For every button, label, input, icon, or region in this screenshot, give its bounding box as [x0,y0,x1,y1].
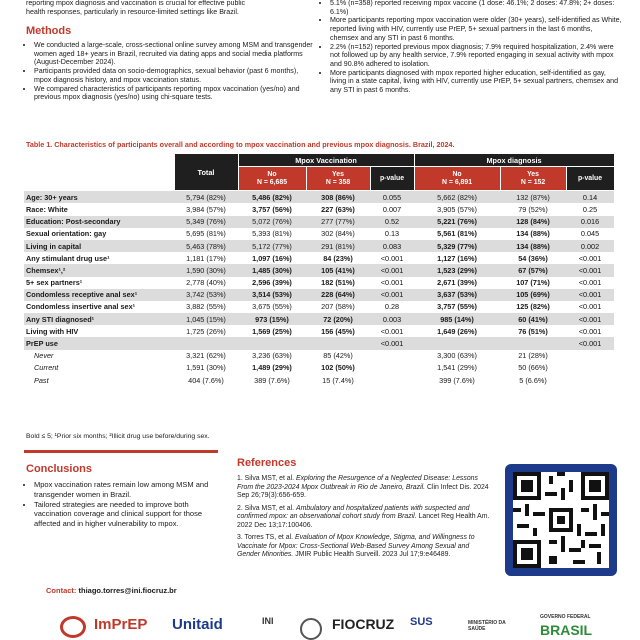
cell-vacc-pvalue: <0.001 [380,326,404,336]
row-label: 5+ sex partners¹ [26,278,83,288]
table-row [24,325,614,337]
characteristics-table [24,153,615,386]
cell-vacc-pvalue: 0.13 [384,229,400,239]
reference-item: 3. Torres TS, et al. Evaluation of Mpox Knowledge, Stigma, and Willingness to Vaccinate for Mpox: Cross-Sectional Web-Based Survey Among Sexual and Gender Minorities. JMIR Public Health Surveill. 2023 Jul 17;9:e46489. [237,534,475,558]
cell-vacc-no: 3,675 (55%) [252,302,292,312]
conclusions-title: Conclusions [26,463,93,475]
cell-total: 5,349 (76%) [186,217,226,227]
results-bullet: • More participants reporting mpox vaccination were older (30+ years), self-identified as White, reported living with HIV, currently use PrEP, 5+ sexual partners in the last 6 months, chemsex and any STI in past 6 months. [330,16,622,42]
table-row [24,228,614,240]
table-row-prep-sub [24,350,614,362]
cell-vacc-pvalue: 0.003 [382,314,402,324]
header-vacc-yes: Yes N = 358 [306,167,370,191]
header-diagnosis: Mpox diagnosis [414,154,614,167]
methods-bullet: • We conducted a large-scale, cross-sectional online survey among MSM and transgender women aged 18+ years in Brazil, recruited via dating apps and social media platforms (August-December 2024). [34,41,316,67]
cell-diag-no: 985 (14%) [440,314,474,324]
table-footnote: Bold ≤ 5; ¹Prior six months; ²Illicit drug use before/during sex. [26,433,210,440]
intro-line-1: reporting mpox diagnosis and vaccination is crucial for effective public [26,0,246,7]
header-vaccination: Mpox Vaccination [238,154,414,167]
cell-vacc-no: 1,097 (16%) [252,253,292,263]
table-row [24,264,614,276]
header-total: Total [174,154,238,191]
cell-vacc-yes: 277 (77%) [321,217,355,227]
cell-diag-no: 399 (7.6%) [439,375,475,385]
table-row [24,203,614,215]
cell-vacc-yes: 228 (64%) [321,290,355,300]
cell-diag-pvalue [566,350,614,362]
cell-total: 1,725 (26%) [186,326,226,336]
cell-diag-no: 3,300 (63%) [437,351,477,361]
cell-diag-pvalue: 0.14 [582,192,598,202]
intro-line-2: health responses, particularly in resource-limited settings like Brazil. [26,7,239,16]
cell-vacc-no: 389 (7.6%) [254,375,290,385]
table-row-prep [24,337,614,349]
cell-total: 1,045 (15%) [186,314,226,324]
cell-total: 3,742 (53%) [186,290,226,300]
cell-diag-pvalue [566,362,614,374]
results-bullet: • More participants diagnosed with mpox reported higher education, self-identified as gay, living in a state capital, living with HIV, currently use PrEP, 5+ sexual partners, chemsex and any STI in past 6 months. [330,69,622,95]
cell-vacc-pvalue: 0.52 [384,217,400,227]
reference-item: 2. Silva MST, et al. Ambulatory and hospitalized patients with suspected and confirmed mpox: an observational cohort study from Brazil. Lancet Reg Health Am. 2022 Dec 13;17:100406. [237,504,490,529]
cell-diag-pvalue: 0.016 [580,217,600,227]
cell-diag-pvalue: <0.001 [578,326,602,336]
cell-total: 3,321 (62%) [186,351,226,361]
cell-diag-pvalue: <0.001 [578,290,602,300]
cell-diag-no: 5,329 (77%) [437,241,477,251]
methods-bullet: • Participants provided data on socio-demographics, sexual behavior (past 6 months), mpox diagnosis history, and mpox vaccination status. [34,67,316,84]
cell-diag-yes: 54 (36%) [518,253,548,263]
cell-vacc-yes: 291 (81%) [321,241,355,251]
cell-diag-no: 1,649 (26%) [437,326,477,336]
cell-total: 1,591 (30%) [186,363,226,373]
cell-total: 3,984 (57%) [186,204,226,214]
cell-vacc-no: 1,489 (29%) [252,363,292,373]
cell-vacc-pvalue: <0.001 [380,253,404,263]
cell-total: 5,794 (82%) [186,192,226,202]
reference-item: 1. Silva MST, et al. Exploring the Resurgence of a Neglected Disease: Lessons From the 2023-2024 Mpox Outbreak in Rio de Janeiro, Brazil. Clin Infect Dis. 2024 Sep 26;79(3):656-659. [237,475,489,499]
cell-diag-pvalue: <0.001 [578,339,602,349]
cell-diag-no: 5,221 (76%) [437,217,477,227]
logos-strip [0,610,640,640]
references-title: References [237,457,297,469]
row-label: Never [34,351,54,361]
fiocruz-logo: FIOCRUZ [332,616,395,632]
row-label: Past [34,375,49,385]
cell-diag-pvalue: <0.001 [578,265,602,275]
cell-total [174,337,238,349]
cell-vacc-pvalue: <0.001 [380,339,404,349]
cell-vacc-yes: 182 (51%) [321,278,355,288]
cell-vacc-no: 1,569 (25%) [252,326,292,336]
references-list [237,475,492,564]
cell-diag-no: 2,671 (39%) [437,278,477,288]
results-list [322,0,622,95]
fiocruz-emblem-icon [300,618,322,640]
cell-vacc-yes: 207 (58%) [321,302,355,312]
cell-diag-yes: 79 (52%) [518,204,548,214]
methods-list [26,41,316,102]
row-label: PrEP use [26,339,58,349]
row-label: Condomless insertive anal sex¹ [26,302,136,312]
cell-vacc-pvalue: <0.001 [380,265,404,275]
cell-diag-pvalue: <0.001 [578,278,602,288]
row-label: Race: White [26,204,68,214]
cell-total: 1,181 (17%) [186,253,226,263]
cell-vacc-pvalue: <0.001 [380,290,404,300]
row-label: Living in capital [26,241,82,251]
cell-vacc-pvalue [370,362,414,374]
cell-vacc-yes: 156 (45%) [321,326,355,336]
methods-title: Methods [26,25,72,37]
cell-diag-pvalue [566,374,614,386]
cell-vacc-pvalue: 0.055 [382,192,402,202]
cell-diag-yes: 76 (51%) [518,326,548,336]
cell-diag-yes: 50 (66%) [518,363,548,373]
cell-diag-yes: 128 (84%) [516,217,550,227]
cell-diag-yes: 60 (41%) [518,314,548,324]
cell-vacc-no: 5,486 (82%) [252,192,292,202]
cell-vacc-no: 2,596 (39%) [252,278,292,288]
cell-vacc-pvalue [370,374,414,386]
table-row [24,252,614,264]
unitaid-logo: Unitaid [172,616,223,633]
cell-diag-no: 1,541 (29%) [437,363,477,373]
contact-email[interactable]: thiago.torres@ini.fiocruz.br [78,586,177,595]
cell-diag-no: 3,757 (55%) [437,302,477,312]
cell-diag-yes: 125 (82%) [516,302,550,312]
improp-logo-icon [60,616,86,638]
results-bullet: • 5.1% (n=358) reported receiving mpox vaccine (1 dose: 46.1%; 2 doses: 47.8%; 2+ doses: 6.1%) [330,0,622,16]
cell-vacc-yes: 302 (84%) [321,229,355,239]
row-label: Any STI diagnosed¹ [26,314,95,324]
row-label: Condomless receptive anal sex¹ [26,290,138,300]
cell-total: 404 (7.6%) [188,375,224,385]
cell-vacc-yes [306,337,370,349]
cell-diag-yes: 132 (87%) [516,192,550,202]
improp-logo: ImPrEP [94,616,148,633]
intro-text [26,0,316,16]
qr-code[interactable] [505,464,617,576]
row-label: Sexual orientation: gay [26,229,107,239]
cell-diag-pvalue: <0.001 [578,314,602,324]
table-row [24,216,614,228]
qr-pattern-icon [513,472,609,568]
brasil-logo: BRASIL [540,622,593,638]
table-row [24,313,614,325]
cell-total: 5,695 (81%) [186,229,226,239]
contact-line [46,586,177,595]
cell-diag-no: 1,523 (29%) [437,265,477,275]
cell-diag-no: 3,905 (57%) [437,204,477,214]
sus-logo: SUS [410,616,433,628]
cell-diag-pvalue: <0.001 [578,302,602,312]
cell-diag-no: 5,561 (81%) [437,229,477,239]
cell-vacc-yes: 84 (23%) [323,253,353,263]
cell-diag-yes: 134 (88%) [516,229,550,239]
row-label: Age: 30+ years [26,192,78,202]
cell-diag-yes: 134 (88%) [516,241,550,251]
cell-diag-no: 1,127 (16%) [437,253,477,263]
row-label: Living with HIV [26,326,79,336]
cell-diag-no: 5,662 (82%) [437,192,477,202]
cell-diag-pvalue: <0.001 [578,253,602,263]
cell-vacc-no: 5,172 (77%) [252,241,292,251]
table-row [24,277,614,289]
header-vacc-no: No N = 6,685 [238,167,306,191]
cell-diag-pvalue: 0.045 [580,229,600,239]
cell-diag-no [414,337,500,349]
cell-vacc-pvalue: 0.083 [382,241,402,251]
conclusions-bullet: • Mpox vaccination rates remain low among MSM and transgender women in Brazil. [34,480,214,500]
conclusions-bullet: • Tailored strategies are needed to improve both vaccination coverage and clinical support for those affected and in higher vulnerability to mpox. [34,500,214,529]
header-diag-no: No N = 6,891 [414,167,500,191]
cell-vacc-no [238,337,306,349]
cell-diag-no: 3,637 (53%) [437,290,477,300]
cell-vacc-no: 3,514 (53%) [252,290,292,300]
header-vacc-pvalue: p-value [370,167,414,191]
methods-bullet: • We compared characteristics of participants reporting mpox vaccination (yes/no) and previous mpox diagnosis (yes/no) using chi-square tests. [34,85,316,102]
table-row [24,240,614,252]
cell-vacc-pvalue [370,350,414,362]
cell-total: 2,778 (40%) [186,278,226,288]
cell-vacc-yes: 227 (63%) [321,204,355,214]
cell-vacc-pvalue: 0.28 [384,302,400,312]
cell-diag-pvalue: 0.25 [582,204,598,214]
table-row [24,289,614,301]
cell-vacc-no: 3,757 (56%) [252,204,292,214]
contact-label: Contact: [46,586,77,595]
cell-vacc-no: 5,393 (81%) [252,229,292,239]
table-row-prep-sub [24,374,614,386]
row-label: Current [34,363,59,373]
cell-vacc-yes: 85 (42%) [323,351,353,361]
table-caption: Table 1. Characteristics of participants overall and according to mpox vaccination and previous mpox diagnosis. Brazil, 2024. [26,140,455,149]
cell-diag-yes [500,337,566,349]
cell-vacc-pvalue: 0.007 [382,204,402,214]
cell-diag-yes: 67 (57%) [518,265,548,275]
cell-vacc-no: 1,485 (30%) [252,265,292,275]
cell-diag-yes: 107 (71%) [516,278,550,288]
cell-vacc-pvalue: <0.001 [380,278,404,288]
cell-diag-pvalue: 0.002 [580,241,600,251]
ministerio-logo: MINISTÉRIO DA SAÚDE [468,620,506,632]
cell-vacc-no: 973 (15%) [255,314,289,324]
header-diag-pvalue: p-value [566,167,614,191]
row-label: Education: Post-secondary [26,217,121,227]
cell-total: 3,882 (55%) [186,302,226,312]
cell-vacc-yes: 105 (41%) [321,265,355,275]
cell-diag-yes: 105 (69%) [516,290,550,300]
table-row-prep-sub [24,362,614,374]
divider [24,450,218,453]
row-label: Any stimulant drug use¹ [26,253,110,263]
cell-vacc-no: 3,236 (63%) [252,351,292,361]
cell-vacc-no: 5,072 (76%) [252,217,292,227]
cell-total: 1,590 (30%) [186,265,226,275]
cell-vacc-yes: 15 (7.4%) [322,375,354,385]
cell-diag-yes: 21 (28%) [518,351,548,361]
cell-vacc-yes: 102 (50%) [321,363,355,373]
cell-total: 5,463 (78%) [186,241,226,251]
row-label: Chemsex¹,² [26,265,66,275]
cell-diag-yes: 5 (6.6%) [519,375,547,385]
table-row [24,191,614,204]
conclusions-list [26,480,214,529]
governo-logo: GOVERNO FEDERAL [540,614,591,620]
results-bullet: • 2.2% (n=152) reported previous mpox diagnosis; 7.9% required hospitalization, 2.4% were not followed up by any health service, 7.9% reported engaging in sexual activity with mpox and 90.8% adhered to isolation. [330,43,622,69]
header-diag-yes: Yes N = 152 [500,167,566,191]
cell-vacc-yes: 308 (86%) [321,192,355,202]
cell-vacc-yes: 72 (20%) [323,314,353,324]
table-row [24,301,614,313]
ini-logo: INI [262,616,274,626]
